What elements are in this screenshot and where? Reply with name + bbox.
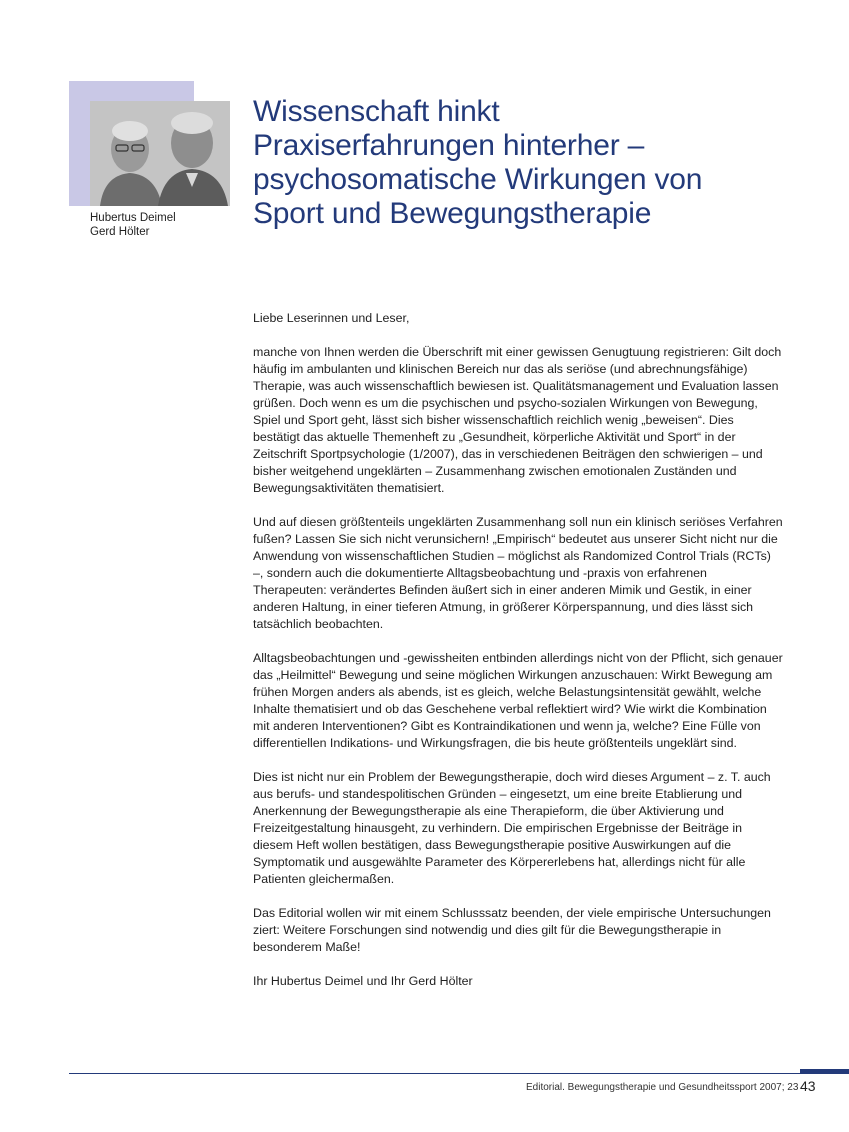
title-line-3: psychosomatische Wirkungen von bbox=[253, 163, 703, 196]
footer-citation: Editorial. Bewegungstherapie und Gesundheitssport 2007; 23 bbox=[526, 1082, 799, 1093]
paragraph-2: Und auf diesen größtenteils ungeklärten Zusammenhang soll nun ein klinisch seriöses Verfahren fußen? Lassen Sie sich nicht verunsichern! „Empirisch“ bedeutet aus unserer Sicht nicht nur die Anwendung von wissenschaftlichen Studien – möglichst als Randomized Control Trials (RCTs) –, sondern auch die dokumentierte Alltagsbeobachtung und -praxis von erfahrenen Therapeuten: verändertes Befinden äußert sich in einer anderen Mimik und Gestik, in einer anderen Haltung, in einer tieferen Atmung, in größerer Körperspannung, und dies lässt sich tatsächlich beobachten. bbox=[253, 515, 783, 631]
page-number: 43 bbox=[800, 1078, 816, 1094]
paragraph-1: manche von Ihnen werden die Überschrift mit einer gewissen Genugtuung registrieren: Gilt doch häufig im ambulanten und klinischen Bereich nur das als seriöse (und abrechnungsfähige) Therapie, was auch wissenschaftlich bewiesen ist. Qualitätsmanagement und Evaluation lassen grüßen. Doch wenn es um die psychischen und psycho-sozialen Wirkungen von Bewegung, Spiel und Sport geht, lässt sich bisher wissenschaftlich reichlich wenig „beweisen“. Dies bestätigt das aktuelle Themenheft zu „Gesundheit, körperliche Aktivität und Sport“ in der Zeitschrift Sportpsychologie (1/2007), das in verschiedenen Beiträgen den schwierigen – und bisher weitgehend ungeklärten – Zusammenhang zwischen emotionalen Zuständen und Bewegungsaktivitäten thematisiert. bbox=[253, 345, 782, 495]
author-caption bbox=[90, 211, 176, 239]
footer-divider bbox=[69, 1073, 849, 1074]
title-line-1: Wissenschaft hinkt bbox=[253, 95, 500, 128]
title-line-4: Sport und Bewegungstherapie bbox=[253, 197, 652, 230]
paragraph-5: Das Editorial wollen wir mit einem Schlusssatz beenden, der viele empirische Untersuchungen ziert: Weitere Forschungen sind notwendig und dies gilt für die Bewegungstherapie in besonderem Maße! bbox=[253, 906, 771, 954]
author-photo bbox=[90, 101, 230, 206]
editorial-body bbox=[253, 310, 783, 1007]
closing-signature: Ihr Hubertus Deimel und Ihr Gerd Hölter bbox=[253, 974, 473, 988]
author-name-1: Hubertus Deimel bbox=[90, 212, 176, 224]
salutation: Liebe Leserinnen und Leser, bbox=[253, 311, 410, 325]
title-line-2: Praxiserfahrungen hinterher – bbox=[253, 129, 645, 162]
paragraph-4: Dies ist nicht nur ein Problem der Bewegungstherapie, doch wird dieses Argument – z. T. auch aus berufs- und standespolitischen Gründen – eingesetzt, um eine breite Etablierung und Anerkennung der Bewegungstherapie als eine Therapieform, die über Aktivierung und Freizeitgestaltung hinausgeht, zu verhindern. Die empirischen Ergebnisse der Beiträge in diesem Heft wollen bestätigen, dass Bewegungstherapie positive Auswirkungen auf die Symptomatik und ausgewählte Parameter des Körpererlebens hat, allerdings nicht für alle Patienten gleichermaßen. bbox=[253, 770, 771, 886]
author-name-2: Gerd Hölter bbox=[90, 226, 150, 238]
page-title bbox=[253, 95, 813, 231]
paragraph-3: Alltagsbeobachtungen und -gewissheiten entbinden allerdings nicht von der Pflicht, sich genauer das „Heilmittel“ Bewegung und seine möglichen Wirkungen anzuschauen: Wirkt Bewegung am frühen Morgen anders als abends, ist es gleich, welche Belastungsintensität gewählt, welche Inhalte thematisiert und ob das Geschehene verbal reflektiert wird? Wie wirkt die Kombination mit anderen Interventionen? Gibt es Kontraindikationen und wenn ja, welche? Eine Fülle von differentiellen Indikations- und Wirkungsfragen, die bis heute größtenteils ungeklärt sind. bbox=[253, 651, 783, 750]
